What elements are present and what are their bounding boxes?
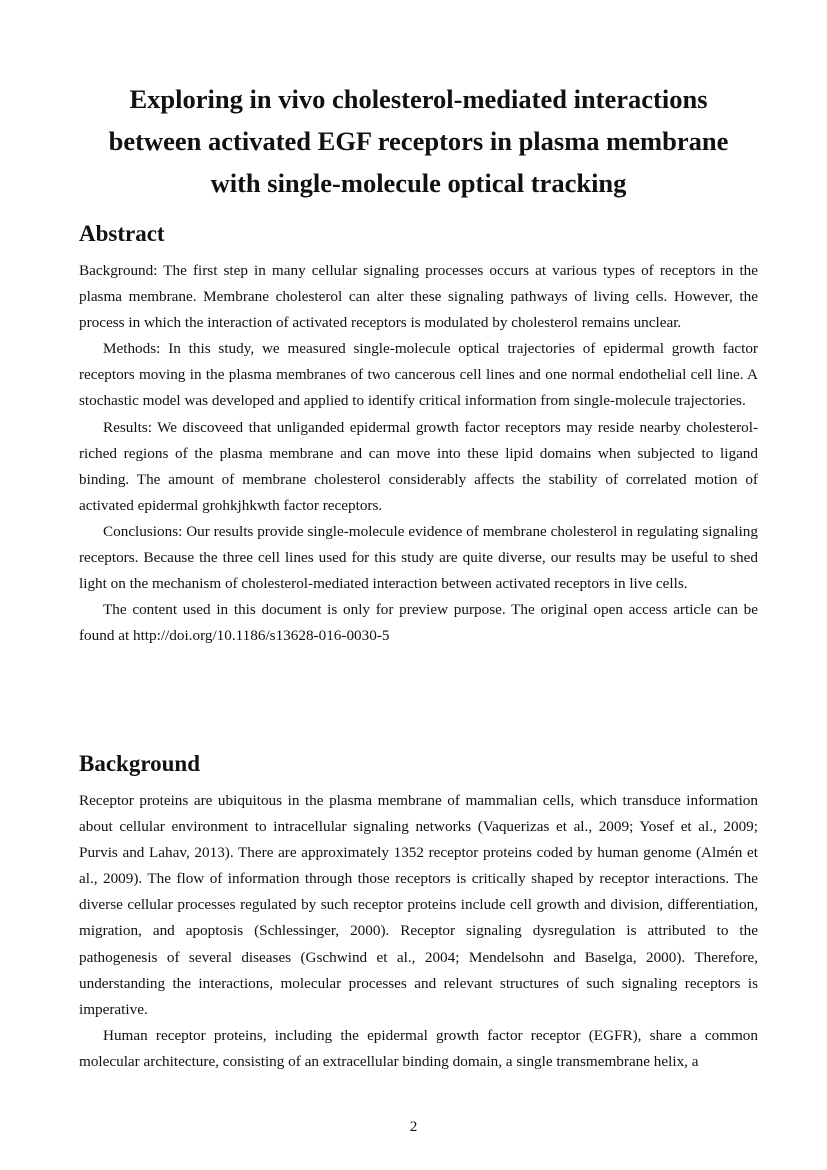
background-heading: Background: [79, 751, 201, 776]
abstract-section: [79, 258, 758, 649]
background-paragraph: Human receptor proteins, including the epidermal growth factor receptor (EGFR), share a common molecular architecture, consisting of an extracellular binding domain, a single transmembrane helix, a: [79, 1026, 758, 1070]
paper-title: [79, 78, 758, 204]
page-number: 2: [409, 1118, 418, 1135]
title-line: Exploring in vivo cholesterol-mediated interactions: [129, 84, 708, 114]
abstract-heading: Abstract: [79, 221, 165, 246]
title-line: with single-molecule optical tracking: [210, 168, 627, 198]
background-paragraph: Receptor proteins are ubiquitous in the plasma membrane of mammalian cells, which transduce information about cellular environment to intracellular signaling networks (Vaquerizas et al., 2009; Yosef et al., 2009; Purvis and Lahav, 2013). There are approximately 1352 receptor proteins coded by human genome (Almén et al., 2009). The flow of information through those receptors is critically shaped by receptor interactions. The diverse cellular processes regulated by such receptor proteins include cell growth and division, differentiation, migration, and apoptosis (Schlessinger, 2000). Receptor signaling dysregulation is attributed to the pathogenesis of several diseases (Gschwind et al., 2004; Mendelsohn and Baselga, 2000). Therefore, understanding the interactions, molecular processes and relevant structures of such signaling receptors is imperative.: [79, 792, 758, 1018]
background-section: [79, 788, 758, 1075]
abstract-source-note: The content used in this document is only for preview purpose. The original open access article can be found at http://doi.org/10.1186/s13628-016-0030-5: [79, 601, 758, 645]
abstract-conclusions-paragraph: Conclusions: Our results provide single-molecule evidence of membrane cholesterol in regulating signaling receptors. Because the three cell lines used for this study are quite diverse, our results may be useful to shed light on the mechanism of cholesterol-mediated interaction between activated receptors in live cells.: [79, 522, 758, 593]
abstract-methods-paragraph: Methods: In this study, we measured single-molecule optical trajectories of epidermal growth factor receptors moving in the plasma membranes of two cancerous cell lines and one normal endothelial cell line. A stochastic model was developed and applied to identify critical information from single-molecule trajectories.: [79, 340, 758, 410]
title-line: between activated EGF receptors in plasma membrane: [108, 126, 729, 156]
abstract-background-paragraph: Background: The first step in many cellular signaling processes occurs at various types of receptors in the plasma membrane. Membrane cholesterol can alter these signaling pathways of living cells. However, the process in which the interaction of activated receptors is modulated by cholesterol remains unclear.: [79, 262, 758, 332]
abstract-results-paragraph: Results: We discoveed that unliganded epidermal growth factor receptors may reside nearby cholesterol-riched regions of the plasma membrane and can move into these lipid domains when subjected to ligand binding. The amount of membrane cholesterol considerably affects the stability of correlated motion of activated epidermal grohkjhkwth factor receptors.: [79, 418, 758, 514]
